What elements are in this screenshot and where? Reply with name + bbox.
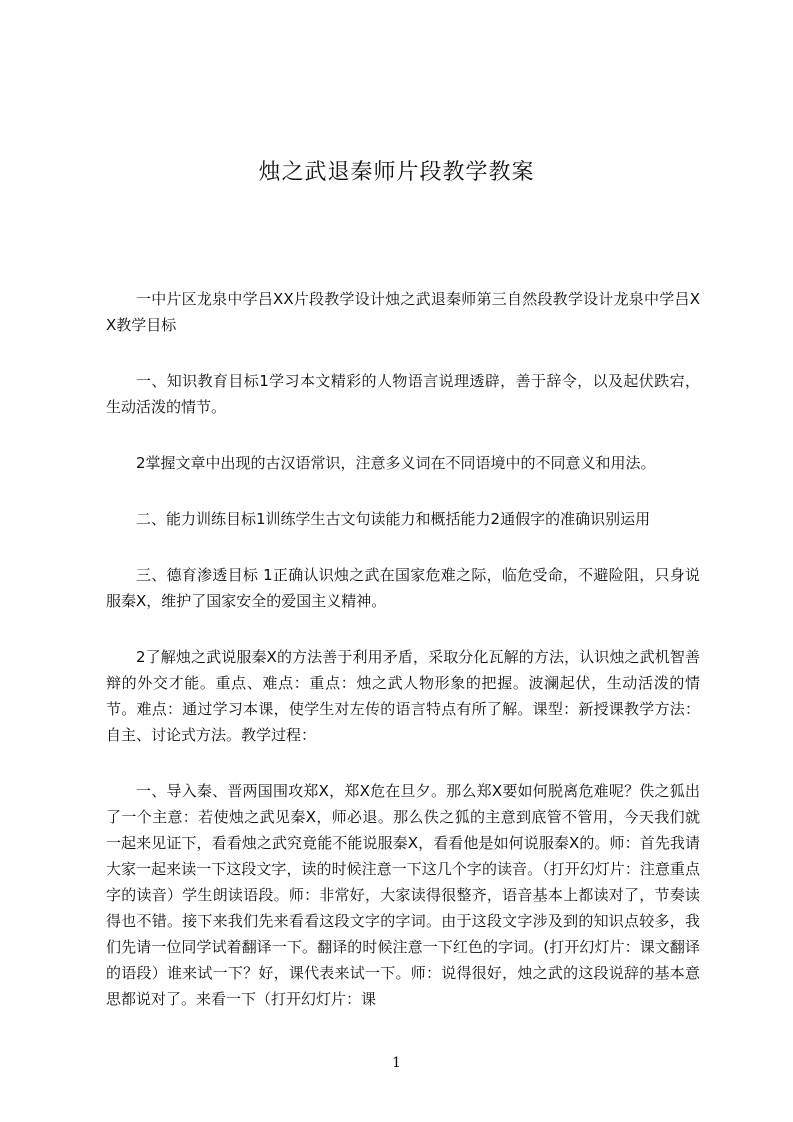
document-body (106, 286, 700, 1042)
page-number: 1 (392, 1055, 401, 1071)
document-title: 烛之武退秦师片段教学教案 (258, 159, 535, 185)
paragraph-intro: 一中片区龙泉中学吕XX片段教学设计烛之武退秦师第三自然段教学设计龙泉中学吕XX教学目标 (106, 290, 700, 334)
paragraph-ability-goal: 二、能力训练目标1训练学生古文句读能力和概括能力2通假字的准确识别运用 (136, 510, 651, 528)
paragraph-moral-goal: 三、德育渗透目标 1正确认识烛之武在国家危难之际，临危受命，不避险阻，只身说服秦X，维护了国家安全的爱国主义精神。 (106, 566, 700, 610)
paragraph-key-points: 2了解烛之武说服秦X的方法善于利用矛盾，采取分化瓦解的方法，认识烛之武机智善辩的外交才能。重点、难点：重点：烛之武人物形象的把握。波澜起伏，生动活泼的情节。难点：通过学习本课，使学生对左传的语言特点有所了解。课型：新授课教学方法：自主、讨论式方法。教学过程： (106, 648, 700, 744)
paragraph-knowledge-goal: 一、知识教育目标1学习本文精彩的人物语言说理透辟，善于辞令，以及起伏跌宕，生动活泼的情节。 (106, 372, 700, 416)
paragraph-teaching-process: 一、导入秦、晋两国围攻郑X，郑X危在旦夕。那么郑X要如何脱离危难呢？佚之狐出了一个主意：若使烛之武见秦X，师必退。那么佚之狐的主意到底管不管用，今天我们就一起来见证下，看看烛之武究竟能不能说服秦X，看看他是如何说服秦X的。师：首先我请大家一起来读一下这段文字，读的时候注意一下这几个字的读音。（打开幻灯片：注意重点字的读音）学生朗读语段。师：非常好，大家读得很整齐，语音基本上都读对了，节奏读得也不错。接下来我们先来看看这段文字的字词。由于这段文字涉及到的知识点较多，我们先请一位同学试着翻译一下。翻译的时候注意一下红色的字词。(打开幻灯片：课文翻译的语段）谁来试一下？好，课代表来试一下。师：说得很好，烛之武的这段说辞的基本意思都说对了。来看一下（打开幻灯片：课 (106, 782, 700, 1008)
paragraph-knowledge-goal-2: 2掌握文章中出现的古汉语常识，注意多义词在不同语境中的不同意义和用法。 (136, 454, 656, 472)
